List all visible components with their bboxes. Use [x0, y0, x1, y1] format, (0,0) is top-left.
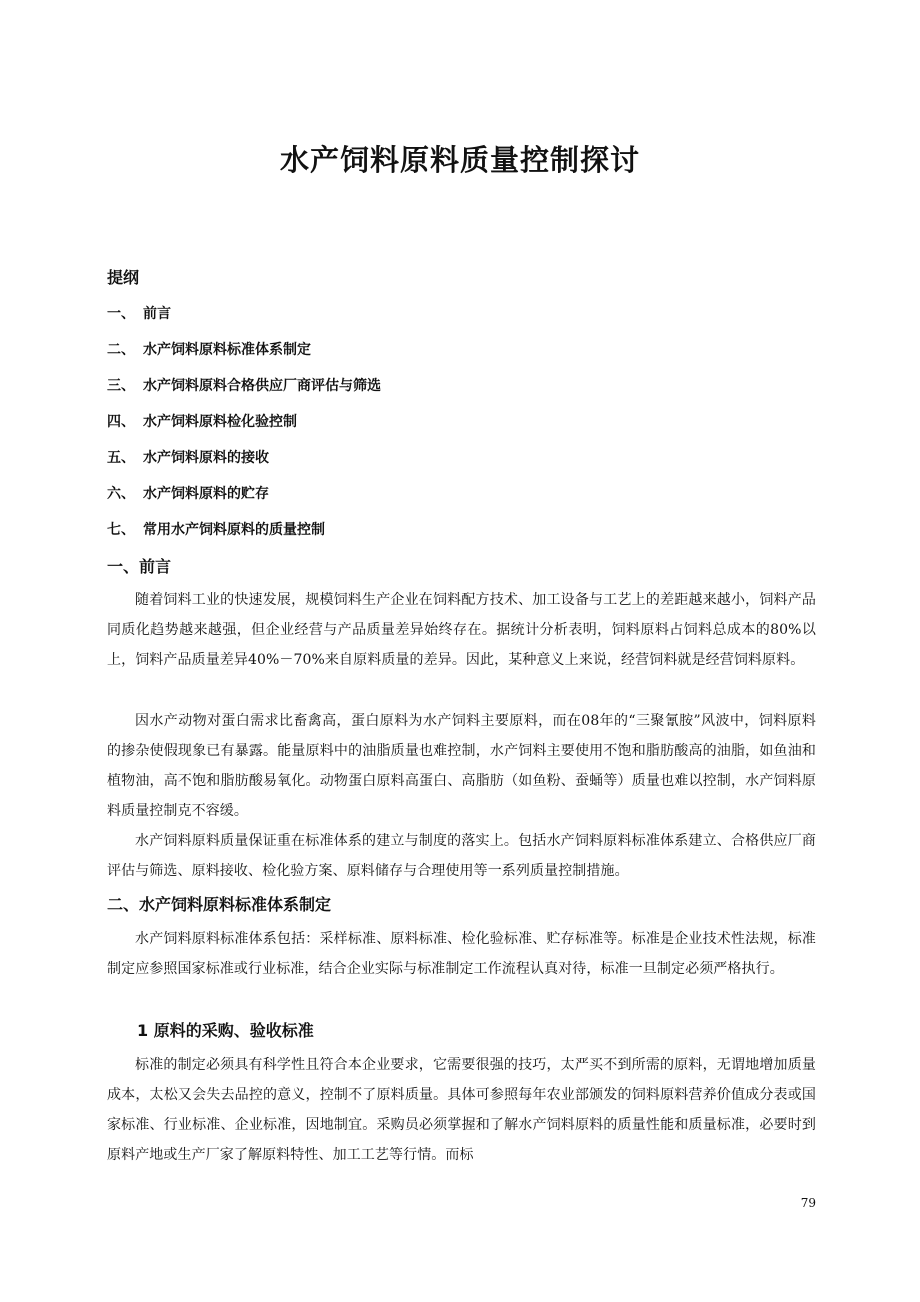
outline-item: [107, 339, 381, 375]
outline-item-number: 三、: [107, 378, 135, 394]
outline-list: [107, 303, 381, 555]
outline-heading: 提纲: [107, 268, 140, 287]
outline-item: [107, 519, 381, 555]
outline-item-text: 水产饲料原料合格供应厂商评估与筛选: [143, 378, 381, 394]
outline-item-text: 水产饲料原料检化验控制: [143, 414, 297, 430]
outline-item-text: 常用水产饲料原料的质量控制: [143, 522, 325, 538]
outline-item: [107, 303, 381, 339]
body-paragraph: 水产饲料原料标准体系包括：采样标准、原料标准、检化验标准、贮存标准等。标准是企业技术性法规，标准制定应参照国家标准或行业标准，结合企业实际与标准制定工作流程认真对待，标准一旦制定必须严格执行。: [107, 931, 816, 977]
body-paragraph: 水产饲料原料质量保证重在标准体系的建立与制度的落实上。包括水产饲料原料标准体系建立、合格供应厂商评估与筛选、原料接收、检化验方案、原料储存与合理使用等一系列质量控制措施。: [107, 833, 816, 879]
body-paragraph: 标准的制定必须具有科学性且符合本企业要求，它需要很强的技巧，太严买不到所需的原料，无谓地增加质量成本，太松又会失去品控的意义，控制不了原料质量。具体可参照每年农业部颁发的饲料原料营养价值成分表或国家标准、行业标准、企业标准，因地制宜。采购员必须掌握和了解水产饲料原料的质量性能和质量标准，必要时到原料产地或生产厂家了解原料特性、加工工艺等行情。而标: [107, 1057, 816, 1163]
outline-item: [107, 375, 381, 411]
body-paragraph: 因水产动物对蛋白需求比畜禽高，蛋白原料为水产饲料主要原料，而在08年的“三聚氰胺”风波中，饲料原料的掺杂使假现象已有暴露。能量原料中的油脂质量也难控制，水产饲料主要使用不饱和脂肪酸高的油脂，如鱼油和植物油，高不饱和脂肪酸易氧化。动物蛋白原料高蛋白、高脂肪（如鱼粉、蚕蛹等）质量也难以控制，水产饲料原料质量控制克不容缓。: [107, 713, 816, 819]
outline-item-number: 六、: [107, 486, 135, 502]
page-number: 79: [800, 1196, 816, 1210]
outline-item: [107, 483, 381, 519]
outline-item-text: 前言: [143, 306, 171, 322]
outline-item-number: 七、: [107, 522, 135, 538]
outline-item-number: 四、: [107, 414, 135, 430]
body-paragraph: 随着饲料工业的快速发展，规模饲料生产企业在饲料配方技术、加工设备与工艺上的差距越来越小，饲料产品同质化趋势越来越强，但企业经营与产品质量差异始终存在。据统计分析表明，饲料原料占饲料总成本的80%以上，饲料产品质量差异40%－70%来自原料质量的差异。因此，某种意义上来说，经营饲料就是经营饲料原料。: [107, 592, 816, 668]
section-heading-standards: 二、水产饲料原料标准体系制定: [107, 895, 332, 914]
outline-item-text: 水产饲料原料的接收: [143, 450, 269, 466]
section-heading-preface: 一、前言: [107, 557, 172, 576]
outline-item: [107, 447, 381, 483]
outline-item-number: 二、: [107, 342, 135, 358]
outline-item-text: 水产饲料原料的贮存: [143, 486, 269, 502]
outline-item: [107, 411, 381, 447]
document-title: 水产饲料原料质量控制探讨: [279, 143, 640, 177]
outline-item-number: 五、: [107, 450, 135, 466]
sub-heading-procurement: 1 原料的采购、验收标准: [137, 1021, 314, 1040]
outline-item-text: 水产饲料原料标准体系制定: [143, 342, 311, 358]
outline-item-number: 一、: [107, 306, 135, 322]
